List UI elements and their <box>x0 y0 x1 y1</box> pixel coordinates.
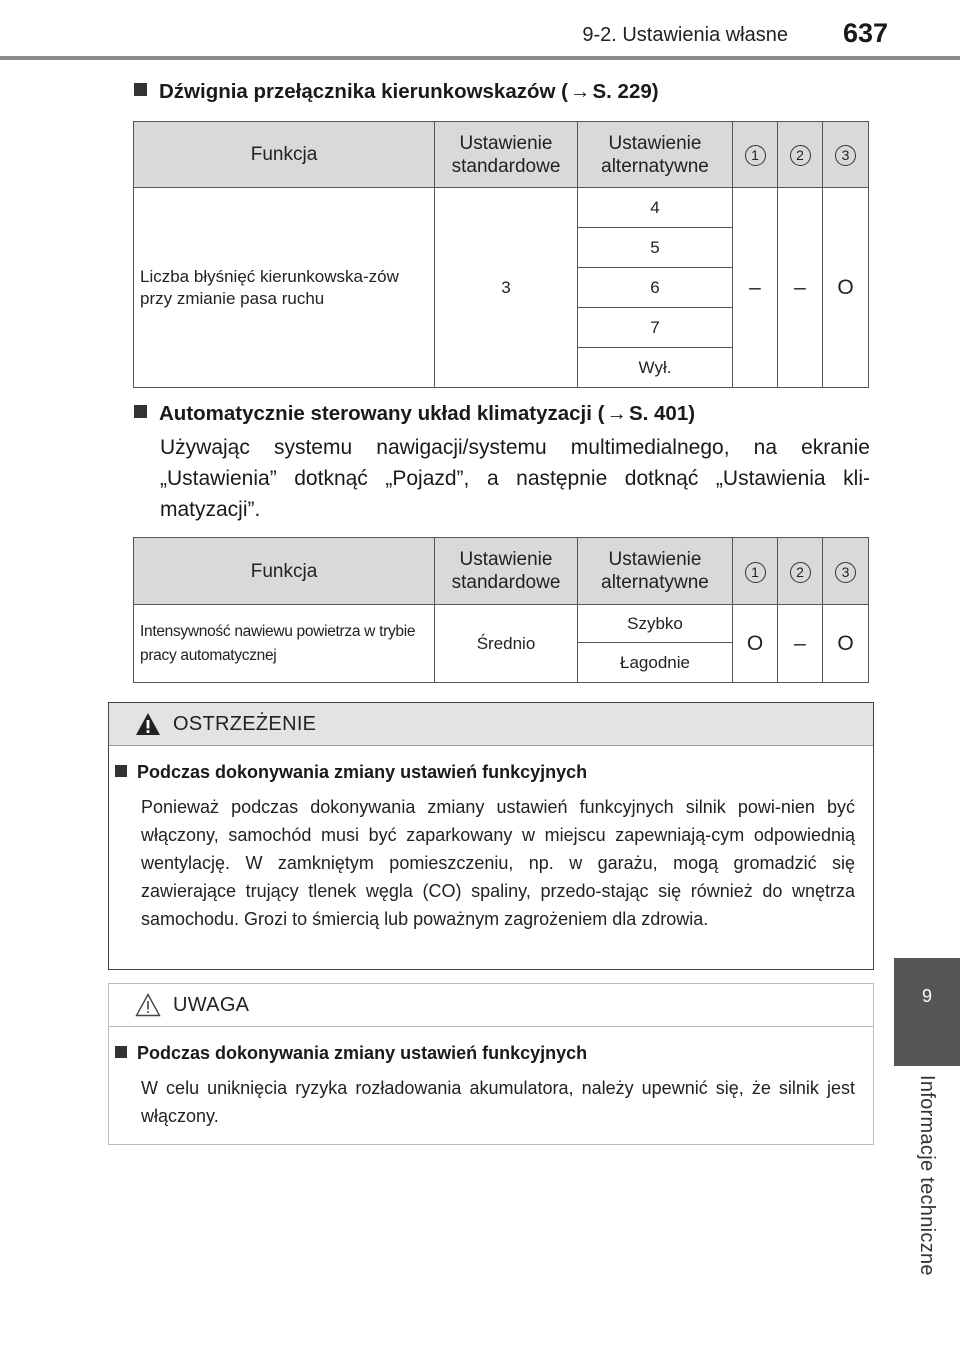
header-col-2 <box>778 122 823 188</box>
section-title-turn-signal: Dźwignia przełącznika kierunkowskazów (→S. 229) <box>134 80 659 104</box>
climate-settings-table <box>133 537 869 683</box>
row-alternative-2: 5 <box>578 228 733 268</box>
row-col-3: O <box>823 605 869 683</box>
table-row <box>134 605 869 643</box>
page-number: 637 <box>842 18 888 48</box>
circled-3-icon: 3 <box>835 145 856 166</box>
warning-triangle-icon <box>135 712 161 741</box>
header-col-3 <box>823 538 869 605</box>
row-alternative-4: 7 <box>578 308 733 348</box>
header-alternative: Ustawienie alternatywne <box>578 538 733 605</box>
warning-body <box>109 746 873 953</box>
section-title-climate: Automatycznie sterowany układ klimatyzacji (→S. 401) <box>134 402 695 426</box>
chapter-tab <box>894 958 960 1066</box>
turn-signal-settings-table <box>133 121 869 388</box>
header-standard: Ustawienie standardowe <box>435 538 578 605</box>
square-bullet-icon <box>115 1046 127 1058</box>
warning-label: OSTRZEŻENIE <box>173 713 317 735</box>
arrow-right-icon: → <box>606 402 627 425</box>
warning-text: Ponieważ podczas dokonywania zmiany ustawień funkcyjnych silnik powi-nien być włączony, samochód musi być zaparkowany w miejscu zapewniają-cym odpowiednią wentylację. W zamkniętym pomieszczeniu, np. w garażu, mogą gromadzić się zawierające trujący tlenek węgla (CO) spaliny, przedo-stając się również do wnętrza samochodu. Grozi to śmiercią lub poważnym zagrożeniem dla zdrowia. <box>141 797 855 929</box>
row-col-1: O <box>733 605 778 683</box>
warning-box <box>108 702 874 970</box>
row-standard: 3 <box>435 188 578 388</box>
circled-3-icon: 3 <box>835 562 856 583</box>
row-col-2: – <box>778 605 823 683</box>
row-alternative-5: Wył. <box>578 348 733 388</box>
header-col-3 <box>823 122 869 188</box>
header-col-1 <box>733 122 778 188</box>
row-col-1: – <box>733 188 778 388</box>
row-alternative-1: 4 <box>578 188 733 228</box>
row-alternative-1: Szybko <box>578 605 733 643</box>
row-standard: Średnio <box>435 605 578 683</box>
row-alternative-2: Łagodnie <box>578 643 733 683</box>
row-col-2: – <box>778 188 823 388</box>
circled-2-icon: 2 <box>790 145 811 166</box>
arrow-right-icon: → <box>569 80 591 103</box>
notice-subtitle: Podczas dokonywania zmiany ustawień funkcyjnych <box>115 1043 855 1064</box>
table-row <box>134 188 869 228</box>
header-function: Funkcja <box>134 122 435 188</box>
header-function: Funkcja <box>134 538 435 605</box>
circled-2-icon: 2 <box>790 562 811 583</box>
square-bullet-icon <box>134 405 147 418</box>
row-alternative-3: 6 <box>578 268 733 308</box>
chapter-label: Informacje techniczne <box>916 1075 938 1276</box>
notice-header <box>109 984 873 1027</box>
notice-label: UWAGA <box>173 994 250 1016</box>
chapter-number: 9 <box>921 986 932 1006</box>
header-section-title: 9-2. Ustawienia własne <box>582 24 788 46</box>
warning-subtitle: Podczas dokonywania zmiany ustawień funkcyjnych <box>115 762 855 783</box>
circled-1-icon: 1 <box>745 145 766 166</box>
notice-text: W celu uniknięcia ryzyka rozładowania akumulatora, należy upewnić się, że silnik jest włączony. <box>141 1078 855 1126</box>
table-header-row <box>134 538 869 605</box>
circled-1-icon: 1 <box>745 562 766 583</box>
header-alternative: Ustawienie alternatywne <box>578 122 733 188</box>
climate-instructions: Używając systemu nawigacji/systemu multimedialnego, na ekranie „Ustawienia” dotknąć „Pojazd”, a następnie dotknąć „Ustawienia kli-matyzacji”. <box>160 436 870 521</box>
row-col-3: O <box>823 188 869 388</box>
caution-triangle-icon <box>135 993 161 1022</box>
warning-header <box>109 703 873 746</box>
header-col-2 <box>778 538 823 605</box>
header-standard: Ustawienie standardowe <box>435 122 578 188</box>
notice-body <box>109 1027 873 1150</box>
row-function: Liczba błyśnięć kierunkowska-zów przy zmianie pasa ruchu <box>134 188 435 388</box>
header-col-1 <box>733 538 778 605</box>
square-bullet-icon <box>134 83 147 96</box>
square-bullet-icon <box>115 765 127 777</box>
row-function: Intensywność nawiewu powietrza w trybie pracy automatycznej <box>134 605 435 683</box>
header-rule <box>0 56 960 60</box>
notice-box <box>108 983 874 1145</box>
table-header-row <box>134 122 869 188</box>
